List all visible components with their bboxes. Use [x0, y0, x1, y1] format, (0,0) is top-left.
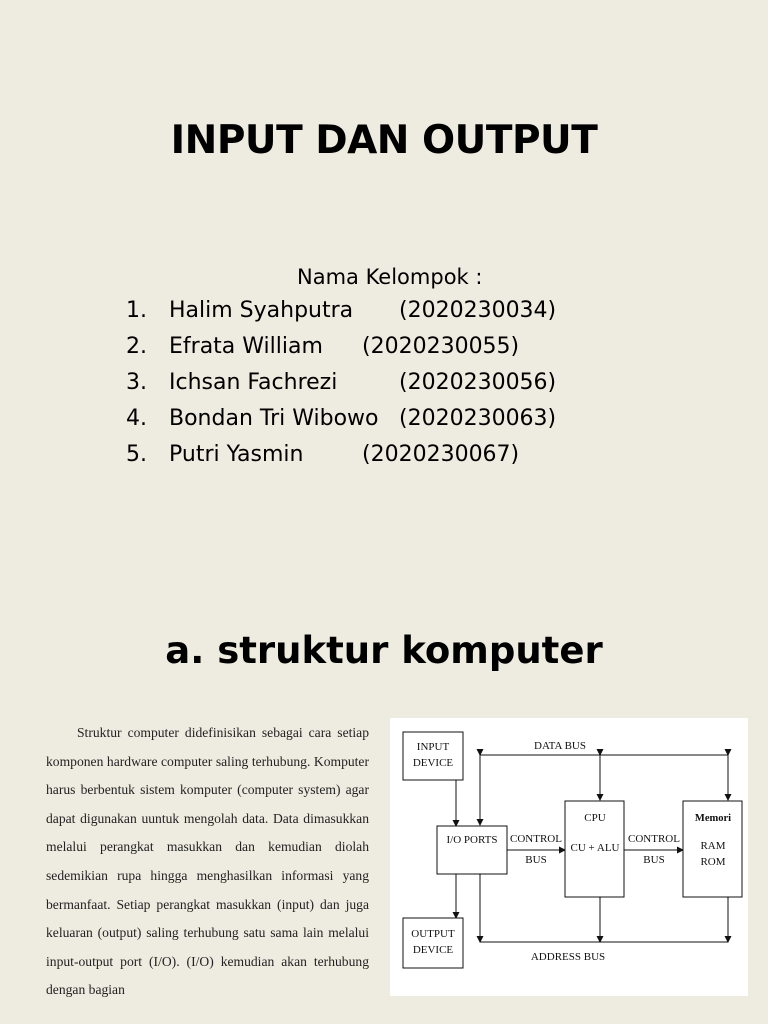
diagram-svg [390, 718, 748, 996]
control-bus-right-label-1: CONTROL [628, 833, 680, 845]
input-device-label-2: DEVICE [412, 757, 454, 769]
output-device-label-1: OUTPUT [411, 928, 455, 940]
member-id: (2020230055) [362, 334, 520, 359]
control-bus-left-label-1: CONTROL [510, 833, 562, 845]
slide-title: INPUT DAN OUTPUT [170, 118, 598, 163]
address-bus-label: ADDRESS BUS [530, 951, 606, 963]
body-paragraph: Struktur computer didefinisikan sebagai cara setiap komponen hardware computer saling terhubung. Komputer harus berbentuk sistem komputer (computer system) agar dapat digunakan uuntuk mengolah data. Data dimasukkan melalui perangkat masukkan dan kemudian diolah sedemikian rupa hingga menghasilkan informasi yang bermanfaat. Setiap perangkat masukkan (input) dan juga keluaran (output) saling terhubung satu sama lain melalui input-output port (I/O). (I/O) kemudian akan terhubung dengan bagian [46, 725, 369, 998]
memory-title: Memori [694, 813, 732, 824]
section-title: a. struktur komputer [165, 629, 603, 672]
member-name: Ichsan Fachrezi [169, 370, 338, 395]
member-id: (2020230034) [399, 298, 557, 323]
memory-rom-label: ROM [700, 856, 726, 868]
computer-structure-diagram [390, 718, 748, 996]
control-bus-right-label-2: BUS [643, 854, 665, 866]
member-id: (2020230063) [399, 406, 557, 431]
input-device-box [403, 732, 463, 780]
member-number: 5. [126, 442, 147, 467]
member-number: 4. [126, 406, 147, 431]
output-device-box [403, 918, 463, 968]
control-bus-left-label-2: BUS [525, 854, 547, 866]
member-id: (2020230056) [399, 370, 557, 395]
content-slide [0, 512, 768, 1024]
cpu-sub-label: CU + ALU [570, 842, 620, 854]
member-name: Putri Yasmin [169, 442, 304, 467]
cpu-title: CPU [584, 812, 606, 824]
member-number: 2. [126, 334, 147, 359]
member-number: 3. [126, 370, 147, 395]
member-name: Efrata William [169, 334, 323, 359]
member-id: (2020230067) [362, 442, 520, 467]
member-name: Bondan Tri Wibowo [169, 406, 379, 431]
input-device-label-1: INPUT [416, 741, 450, 753]
data-bus-label: DATA BUS [534, 740, 586, 752]
member-name: Halim Syahputra [169, 298, 354, 323]
io-ports-label: I/O PORTS [446, 834, 498, 846]
memory-ram-label: RAM [700, 840, 726, 852]
group-label: Nama Kelompok : [297, 265, 483, 289]
output-device-label-2: DEVICE [412, 944, 454, 956]
member-number: 1. [126, 298, 147, 323]
